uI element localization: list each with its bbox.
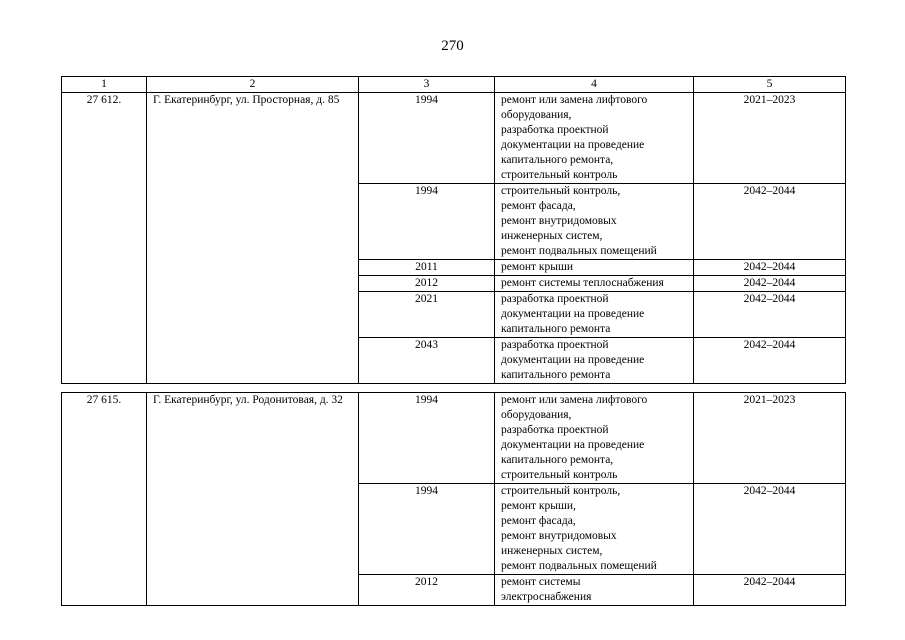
table-header-row: [62, 77, 846, 93]
work-line: ремонт крыши: [501, 261, 574, 273]
work-description: [495, 292, 694, 338]
work-description: [495, 93, 694, 184]
work-line: капитального ремонта,: [501, 154, 614, 166]
commissioning-year: 1994: [359, 184, 495, 260]
work-line: документации на проведение: [501, 354, 645, 366]
works-table-continued: [61, 392, 846, 606]
column-header: 3: [359, 77, 495, 93]
planned-period: 2021–2023: [694, 93, 846, 184]
entry-address: Г. Екатеринбург, ул. Просторная, д. 85: [147, 93, 359, 384]
work-line: ремонт или замена лифтового: [501, 394, 648, 406]
work-line: строительный контроль: [501, 469, 618, 481]
column-header: 4: [495, 77, 694, 93]
commissioning-year: 1994: [359, 393, 495, 484]
entry-number: 27 615.: [62, 393, 147, 606]
column-header: 2: [147, 77, 359, 93]
work-line: оборудования,: [501, 409, 572, 421]
work-line: строительный контроль: [501, 169, 618, 181]
commissioning-year: 2021: [359, 292, 495, 338]
work-line: строительный контроль,: [501, 185, 621, 197]
work-line: строительный контроль,: [501, 485, 621, 497]
work-description: [495, 484, 694, 575]
work-line: капитального ремонта,: [501, 454, 614, 466]
work-line: ремонт внутридомовых: [501, 215, 617, 227]
work-line: документации на проведение: [501, 308, 645, 320]
work-line: ремонт крыши,: [501, 500, 576, 512]
work-description: [495, 184, 694, 260]
column-header: 5: [694, 77, 846, 93]
work-line: инженерных систем,: [501, 230, 603, 242]
entry-address: Г. Екатеринбург, ул. Родонитовая, д. 32: [147, 393, 359, 606]
page-number: 270: [441, 38, 464, 54]
work-description: [495, 393, 694, 484]
table-row: [62, 393, 846, 484]
table-row: [62, 93, 846, 184]
work-line: документации на проведение: [501, 139, 645, 151]
planned-period: 2042–2044: [694, 276, 846, 292]
entry-number: 27 612.: [62, 93, 147, 384]
commissioning-year: 1994: [359, 93, 495, 184]
work-line: капитального ремонта: [501, 369, 611, 381]
work-line: инженерных систем,: [501, 545, 603, 557]
work-line: ремонт подвальных помещений: [501, 560, 657, 572]
work-line: разработка проектной: [501, 124, 609, 136]
work-line: разработка проектной: [501, 424, 609, 436]
column-header: 1: [62, 77, 147, 93]
planned-period: 2021–2023: [694, 393, 846, 484]
planned-period: 2042–2044: [694, 338, 846, 384]
work-line: разработка проектной: [501, 293, 609, 305]
commissioning-year: 1994: [359, 484, 495, 575]
work-description: [495, 338, 694, 384]
work-description: [495, 575, 694, 606]
commissioning-year: 2011: [359, 260, 495, 276]
work-line: разработка проектной: [501, 339, 609, 351]
work-description: [495, 276, 694, 292]
planned-period: 2042–2044: [694, 484, 846, 575]
planned-period: 2042–2044: [694, 184, 846, 260]
planned-period: 2042–2044: [694, 575, 846, 606]
commissioning-year: 2043: [359, 338, 495, 384]
work-line: ремонт фасада,: [501, 200, 576, 212]
work-line: ремонт внутридомовых: [501, 530, 617, 542]
work-line: ремонт системы теплоснабжения: [501, 277, 664, 289]
work-description: [495, 260, 694, 276]
commissioning-year: 2012: [359, 575, 495, 606]
work-line: ремонт или замена лифтового: [501, 94, 648, 106]
work-line: ремонт подвальных помещений: [501, 245, 657, 257]
planned-period: 2042–2044: [694, 260, 846, 276]
work-line: ремонт системы: [501, 576, 581, 588]
works-table: [61, 76, 846, 384]
work-line: электроснабжения: [501, 591, 592, 603]
work-line: документации на проведение: [501, 439, 645, 451]
planned-period: 2042–2044: [694, 292, 846, 338]
work-line: оборудования,: [501, 109, 572, 121]
commissioning-year: 2012: [359, 276, 495, 292]
work-line: ремонт фасада,: [501, 515, 576, 527]
work-line: капитального ремонта: [501, 323, 611, 335]
